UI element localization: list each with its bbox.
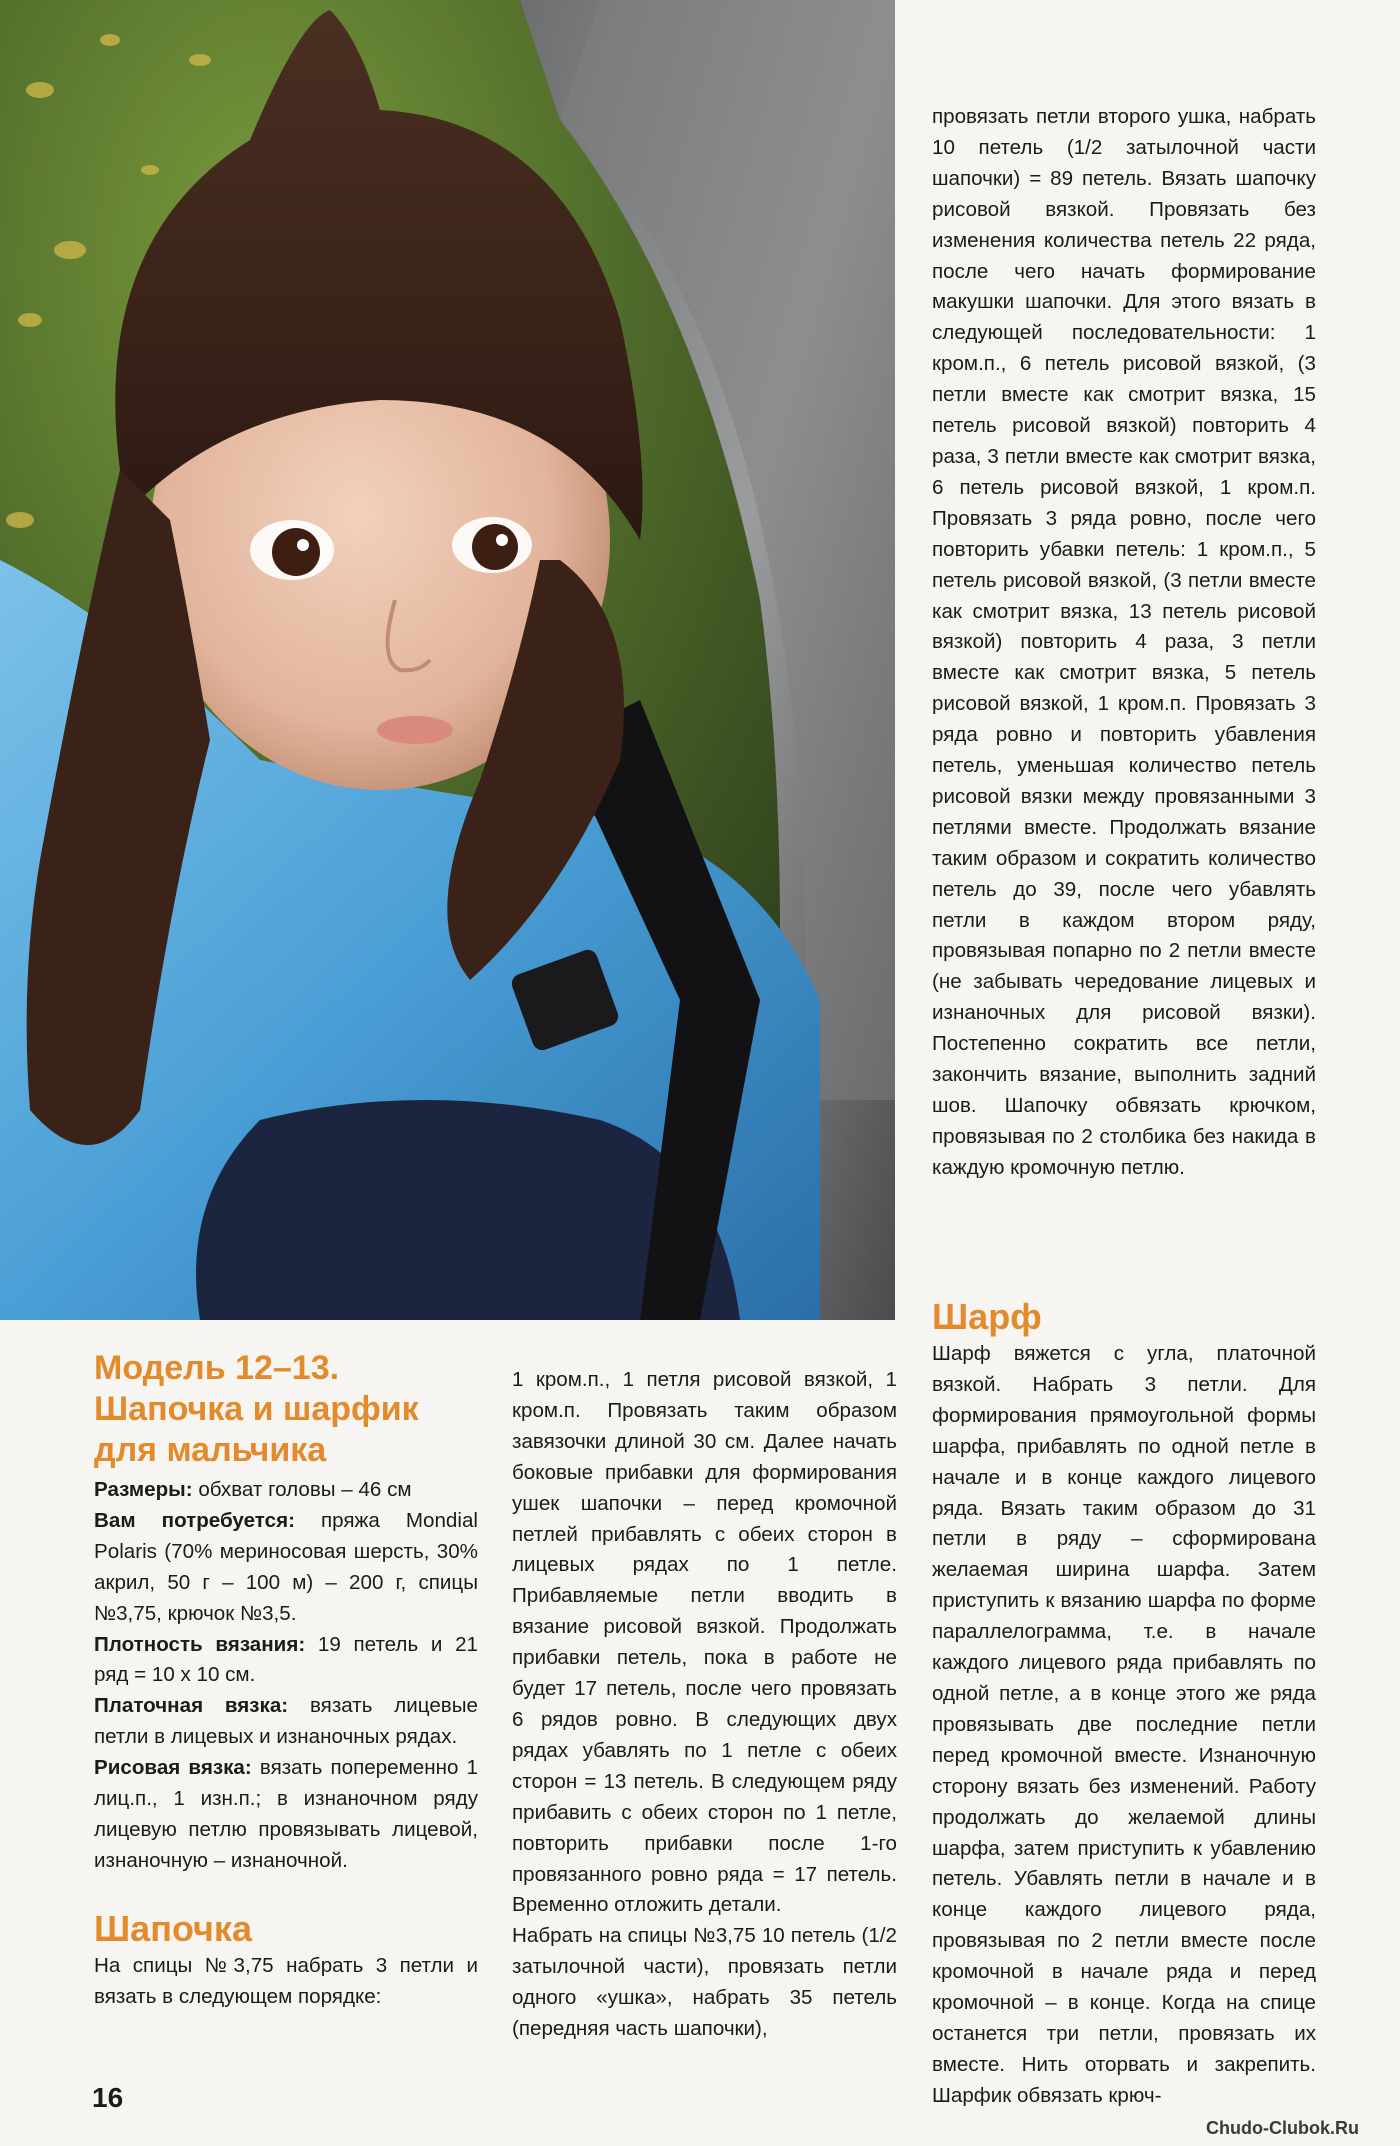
model-heading-line-1: Модель 12–13. <box>94 1349 340 1387</box>
density-value: 19 петель и 21 ряд = 10 х 10 см. <box>94 1632 478 1687</box>
risovaya-label: Рисовая вязка: <box>94 1756 252 1780</box>
hat-intro-paragraph: На спицы №3,75 набрать 3 петли и вязать в следующем порядке: <box>94 1953 478 2008</box>
needs-paragraph <box>94 1506 478 1630</box>
model-heading-line-2: Шапочка и шарфик <box>94 1390 419 1428</box>
platochnaya-label: Платочная вязка: <box>94 1694 289 1718</box>
middle-column <box>512 1365 897 2045</box>
site-watermark: Chudo-Clubok.Ru <box>1206 2118 1359 2138</box>
density-label: Плотность вязания: <box>94 1632 306 1656</box>
sizes-paragraph <box>94 1475 478 1506</box>
scarf-heading: Шарф <box>932 1296 1042 1337</box>
platochnaya-paragraph <box>94 1691 478 1753</box>
right-column-top-text <box>932 102 1316 1184</box>
child-photo <box>0 0 895 1320</box>
hat-heading: Шапочка <box>94 1907 252 1949</box>
needs-label: Вам потребуется: <box>94 1508 295 1532</box>
platochnaya-value: вязать лицевые петли в лицевых и изнаночных рядах. <box>94 1694 478 1749</box>
middle-paragraph-2: Набрать на спицы №3,75 10 петель (1/2 затылочной части), провязать петли одного «ушка», набрать 35 петель (передняя часть шапочки), <box>512 1924 897 2041</box>
scarf-paragraph: Шарф вяжется с угла, платочной вязкой. Набрать 3 петли. Для формирования прямоугольной формы шарфа, прибавлять по одной петле в начале и в конце каждого лицевого ряда. Вязать таким образом до 31 петли в ряду – сформирована желаемая ширина шарфа. Затем приступить к вязанию шарфа по форме параллелограмма, т.е. в начале каждого лицевого ряда прибавлять по одной петле, а в конце этого же ряда провязывать две последние петли перед кромочной вместе. Изнаночную сторону вязать без изменений. Работу продолжать до желаемой длины шарфа, затем приступить к убавлению петель. Убавлять петли в начале и в конце каждого лицевого ряда, провязывая по 2 петли вместе после кромочной в начале ряда и перед кромочной – в конце. Когда на спице останется три петли, провязать их вместе. Нить оторвать и закрепить. Шарфик обвязать крюч- <box>932 1342 1316 2107</box>
risovaya-paragraph <box>94 1753 478 1877</box>
risovaya-value: вязать попеременно 1 лиц.п., 1 изн.п.; в изнаночном ряду лицевую петлю провязывать лицевой, изнаночную – изнаночной. <box>94 1756 478 1872</box>
model-heading <box>94 1348 478 1471</box>
model-heading-line-3: для мальчика <box>94 1431 327 1469</box>
left-column <box>94 1348 478 2013</box>
middle-paragraph-1: 1 кром.п., 1 петля рисовой вязкой, 1 кром.п. Провязать таким образом завязочки длиной 30 см. Далее начать боковые прибавки для формирования ушек шапочки – перед кромочной петлей прибавлять с обеих сторон в лицевых рядах по 1 петле. Прибавляемые петли вводить в вязание рисовой вязкой. Продолжать прибавки петель, пока в работе не будет 17 петель, после чего провязать 6 рядов ровно. В следующих двух рядах убавлять по 1 петле с обеих сторон = 13 петель. В следующем ряду прибавить с обеих сторон по 1 петле, повторить прибавки после 1-го провязанного ровно ряда = 17 петель. Временно отложить детали. <box>512 1368 897 1917</box>
scarf-column <box>932 1295 1316 2112</box>
sizes-label: Размеры: <box>94 1478 193 1501</box>
sizes-value: обхват головы – 46 см <box>198 1478 412 1501</box>
hat-continuation-paragraph: провязать петли второго ушка, набрать 10 петель (1/2 затылочной части шапочки) = 89 петель. Вязать шапочку рисовой вязкой. Провязать без изменения количества петель 22 ряда, после чего начать формирование макушки шапочки. Для этого вязать в следующей последовательности: 1 кром.п., 6 петель рисовой вязкой, (3 петли вместе как смотрит вязка, 15 петель рисовой вязкой) повторить 4 раза, 3 петли вместе как смотрит вязка, 6 петель рисовой вязкой, 1 кром.п. Провязать 3 ряда ровно, после чего повторить убавки петель: 1 кром.п., 5 петель рисовой вязкой, (3 петли вместе как смотрит вязка, 13 петель рисовой вязкой) повторить 4 раза, 3 петли вместе как смотрит вязка, 5 петель рисовой вязкой, 1 кром.п. Провязать 3 ряда ровно и повторить убавления петель, уменьшая количество петель рисовой вязки между провязанными 3 петлями вместе. Продолжать вязание таким образом и сократить количество петель до 39, после чего убавлять петли в каждом втором ряду, провязывая попарно по 2 петли вместе (не забывать чередование лицевых и изнаночных для рисовой вязки). Постепенно сократить все петли, закончить вязание, выполнить задний шов. Шапочку обвязать крючком, провязывая по 2 столбика без накида в каждую кромочную петлю. <box>932 105 1316 1179</box>
page-number: 16 <box>92 2082 124 2113</box>
density-paragraph <box>94 1630 478 1692</box>
needs-value: пряжа Mondial Polaris (70% мериносовая шерсть, 30% акрил, 50 г – 100 м) – 200 г, спицы №3,75, крючок №3,5. <box>94 1508 478 1625</box>
